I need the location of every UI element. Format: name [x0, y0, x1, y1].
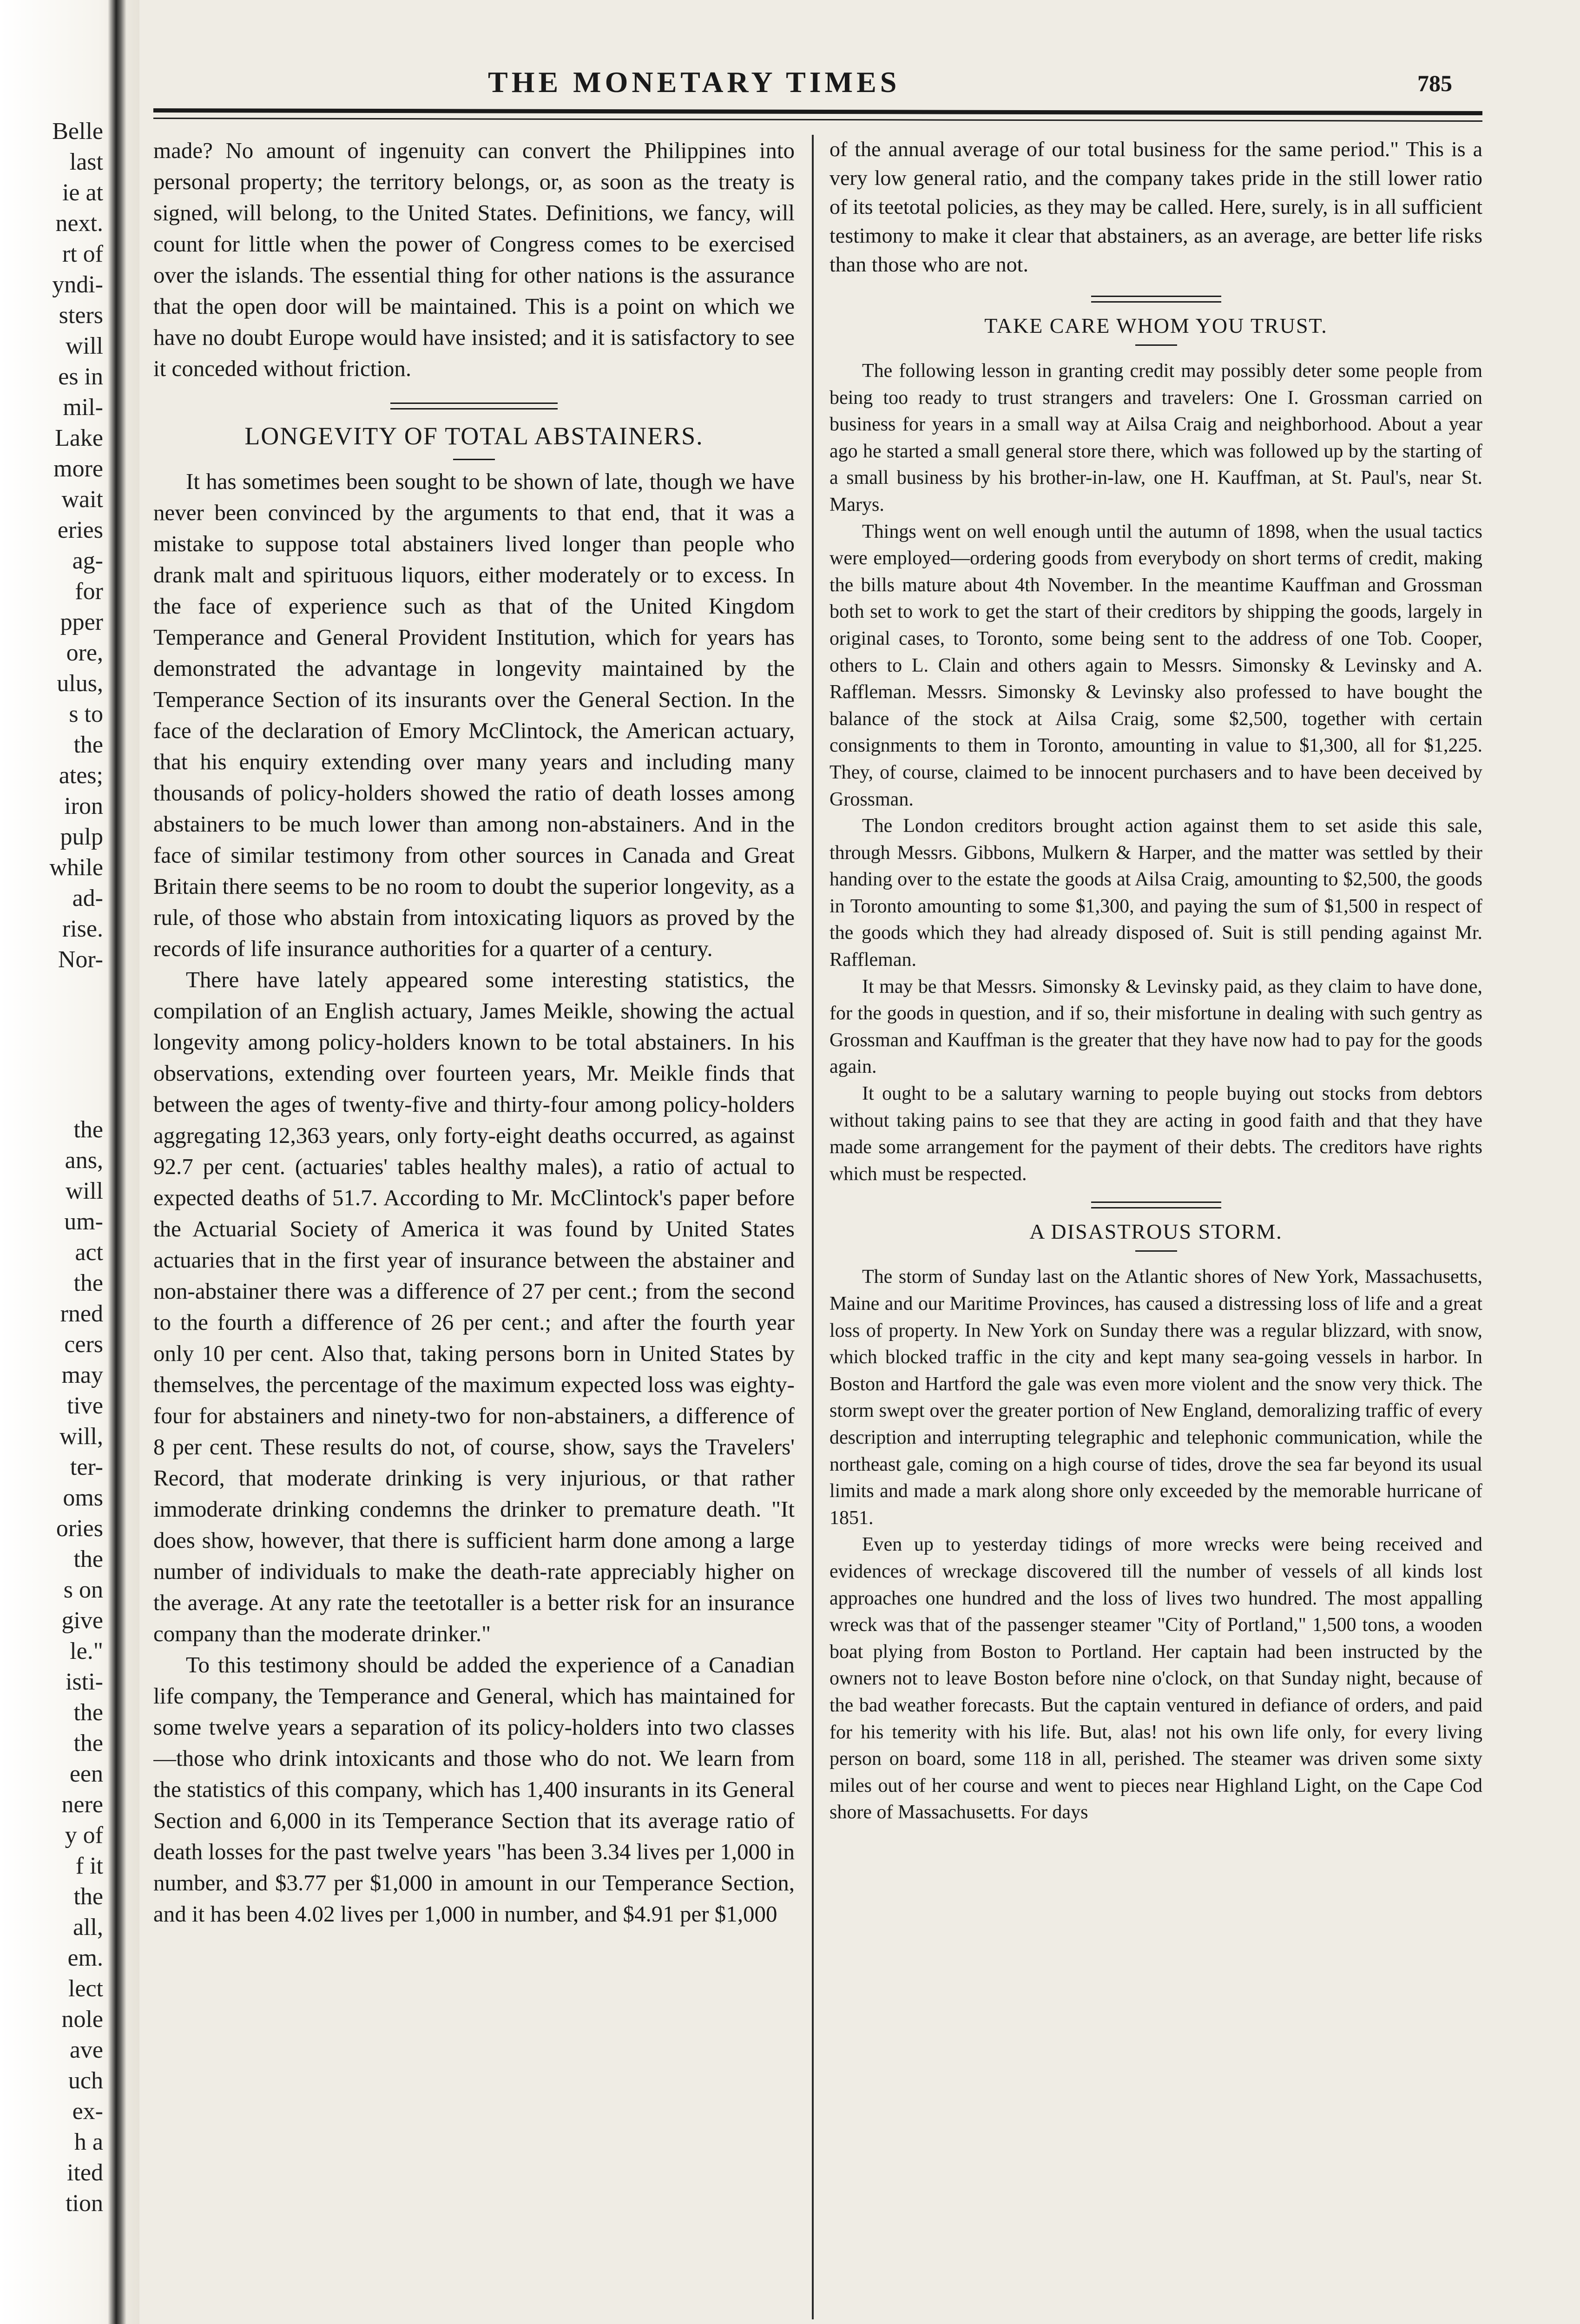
previous-page-fragment: while: [49, 854, 103, 881]
article-heading-trust: TAKE CARE WHOM YOU TRUST.: [984, 314, 1328, 337]
article-paragraph: It ought to be a salutary warning to people buying out stocks from debtors without taking pains to see that they are acting in good faith and that they have made some arrangement for the payment of their debts. The creditors have rights which must be respected.: [830, 1083, 1482, 1185]
previous-page-fragment: rise.: [62, 916, 103, 942]
left-column: [153, 135, 795, 2324]
previous-page-fragment: oms: [63, 1485, 103, 1511]
previous-page-fragment: ans,: [65, 1147, 103, 1174]
previous-page-fragment: nole: [61, 2006, 103, 2033]
page-number: 785: [1417, 70, 1452, 96]
previous-page-fragment: ates;: [59, 762, 103, 789]
running-head-title: THE MONETARY TIMES: [488, 66, 901, 99]
previous-page-fragment: ag-: [72, 548, 103, 574]
previous-page-fragment: the: [73, 1730, 103, 1756]
previous-page-fragment: pulp: [60, 824, 103, 850]
article-paragraph: To this testimony should be added the experience of a Canadian life company, the Temperance and General, which has maintained for some twelve years a separation of its policy-holders into two classes—those who drink intoxicants and those who do not. We learn from the statistics of this company, which has 1,400 insurants in its General Section and 6,000 in its Temperance Section that its average ratio of death losses for the past twelve years "has been 3.34 lives per 1,000 in number, and $3.77 per $1,000 in amount in our Temperance Section, and it has been 4.02 lives per 1,000 in number, and $4.91 per $1,000: [153, 1652, 795, 1927]
book-gutter-shadow: [108, 0, 126, 2324]
previous-page-fragment: isti-: [66, 1669, 103, 1695]
previous-page-fragment: will: [66, 1178, 103, 1204]
previous-page-fragment: give: [61, 1607, 103, 1634]
section-double-rule: [1091, 296, 1221, 303]
previous-page-fragment: ie at: [62, 179, 103, 206]
previous-page-fragment: more: [53, 456, 103, 482]
previous-page-fragment: wait: [61, 486, 103, 513]
previous-page-fragment: will: [66, 333, 103, 359]
article-paragraph: It may be that Messrs. Simonsky & Levinsky paid, as they claim to have done, for the goods in question, and if so, their misfortune in dealing with such gentry as Grossman and Kauffman is the greater that they have now had to pay for the goods again.: [830, 976, 1482, 1078]
previous-page-fragment: may: [61, 1362, 103, 1388]
previous-page-fragment: f it: [75, 1853, 103, 1879]
previous-page-fragment: y of: [65, 1822, 103, 1849]
previous-page-fragment: yndi-: [52, 271, 103, 298]
previous-page-fragment: next.: [55, 210, 103, 237]
previous-page-fragment: ex-: [72, 2098, 103, 2125]
continued-paragraph: of the annual average of our total business for the same period." This is a very low general ratio, and the company takes pride in the still lower ratio of its teetotal policies, as they may be called. Here, surely, is in all sufficient testimony to make it clear that abstainers, as an average, are better life risks than those who are not.: [830, 137, 1482, 276]
previous-page-fragment: Lake: [55, 425, 103, 451]
previous-page-fragment: last: [69, 149, 103, 175]
article-paragraph: The London creditors brought action against them to set aside this sale, through Messrs. Gibbons, Mulkern & Harper, and the matter was settled by their handing over to the estate the goods at Ailsa Craig, amounting to $2,500, the goods in Toronto amounting to some $1,300, and paying the sum of $1,500 in respect of the goods which they had already disposed of. Suit is still pending against Mr. Raffleman.: [830, 815, 1482, 971]
previous-page-fragment: le.": [70, 1638, 103, 1664]
previous-page-fragment: the: [73, 1270, 103, 1296]
article-heading-longevity: LONGEVITY OF TOTAL ABSTAINERS.: [244, 422, 704, 450]
article-heading-storm: A DISASTROUS STORM.: [1029, 1220, 1283, 1244]
previous-page-fragment: the: [73, 1883, 103, 1910]
previous-page-fragment: ories: [56, 1515, 103, 1542]
previous-page-fragment: eries: [57, 517, 103, 543]
previous-page-fragment: iron: [64, 793, 103, 819]
article-paragraph: There have lately appeared some interesting statistics, the compilation of an English actuary, James Meikle, showing the actual longevity among policy-holders known to be total abstainers. In his observations, extending over fourteen years, Mr. Meikle finds that between the ages of twenty-five and thirty-four among policy-holders aggregating 12,363 years, only forty-eight deaths occurred, as against 92.7 per cent. (actuaries' tables healthy males), a ratio of actual to expected deaths of 51.7. According to Mr. McClintock's paper before the Actuarial Society of America it was found by United States actuaries that in the first year of insurance between the abstainer and non-abstainer there was a difference of 27 per cent.; from the second to the fourth a difference of 26 per cent.; and after the fourth year only 10 per cent. Also that, taking persons born in United States by themselves, the percentage of the maximum expected loss was eighty-four for abstainers and ninety-two for non-abstainers, a difference of 8 per cent. These results do not, of course, show, says the Travelers' Record, that moderate drinking is very injurious, or that rather immoderate drinking condemns the drinker to premature death. "It does show, however, that there is sufficient harm done among a large number of individuals to make the death-rate appreciably higher on the average. At any rate the teetotaller is a better risk for an insurance company than the moderate drinker.": [153, 967, 795, 1646]
previous-page-fragment: ore,: [66, 640, 103, 666]
previous-page-fragment: um-: [64, 1208, 103, 1235]
previous-page-fragment: ulus,: [57, 670, 103, 697]
previous-page-fragment: all,: [73, 1914, 103, 1941]
previous-page-column-fragments: [0, 116, 103, 2324]
previous-page-fragment: ited: [67, 2159, 103, 2186]
previous-page-fragment: tive: [67, 1393, 103, 1419]
previous-page-fragment: sters: [59, 302, 103, 329]
section-double-rule: [1091, 1202, 1221, 1208]
previous-page-fragment: s to: [69, 701, 103, 727]
previous-page-fragment: mil-: [63, 394, 103, 421]
previous-page-fragment: lect: [68, 1975, 103, 2002]
continued-paragraph: made? No amount of ingenuity can convert the Philippines into personal property; the territory belongs, or, as soon as the treaty is signed, will belong, to the United States. Definitions, we fancy, will count for little when the power of Congress comes to be exercised over the islands. The essential thing for other nations is the assurance that the open door will be maintained. This is a point on which we have no doubt Europe would have insisted; and it is satisfactory to see it conceded without friction.: [153, 138, 795, 381]
previous-page-fragment: een: [69, 1761, 103, 1787]
previous-page-fragment: ad-: [72, 885, 103, 911]
header-rule: [153, 108, 1482, 115]
article-paragraph: Even up to yesterday tidings of more wrecks were being received and evidences of wreckage discovered till the number of vessels of all kinds lost approaches one hundred and the loss of lives two hundred. The most appalling wreck was that of the passenger steamer "City of Portland," 1,500 tons, a wooden boat plying from Boston to Portland. Her captain had been instructed by the owners not to leave Boston before nine o'clock, on that Sunday night, because of the bad weather forecasts. But the captain ventured in defiance of orders, and paid for his temerity with his life. But, alas! not his own life only, for every living person on board, some 118 in all, perished. The steamer was driven some sixty miles out of her course and went to pieces near Highland Light, on the Cape Cod shore of Massachusetts. For days: [830, 1534, 1482, 1823]
previous-page-fragment: s on: [63, 1577, 103, 1603]
column-divider: [812, 135, 814, 2319]
section-double-rule: [390, 403, 558, 409]
article-paragraph: Things went on well enough until the autumn of 1898, when the usual tactics were employed—ordering goods from everybody on short terms of credit, making the bills mature about 4th November. In the meantime Kauffman and Grossman both set to work to get the start of their creditors by shipping the goods, largely in original cases, to Toronto, some being sent to the address of one Tob. Cooper, others to L. Clain and others again to Messrs. Simonsky & Levinsky and A. Raffleman. Messrs. Simonsky & Levinsky also professed to have bought the balance of the stock at Ailsa Craig, some $2,500, together with certain consignments to them in Toronto, amounting in value to $1,300, all for $1,225. They, of course, claimed to be innocent purchasers and to have been deceived by Grossman.: [830, 521, 1482, 810]
previous-page-fragment: the: [73, 1546, 103, 1572]
previous-page-fragment: rt of: [62, 241, 103, 267]
previous-page-fragment: uch: [68, 2067, 103, 2094]
previous-page-fragment: cers: [64, 1331, 103, 1358]
previous-page-fragment: tion: [66, 2190, 103, 2217]
previous-page-fragment: ave: [69, 2037, 103, 2063]
previous-page-fragment: ter-: [70, 1454, 103, 1480]
right-column: [830, 135, 1482, 2324]
previous-page-fragment: the: [73, 1116, 103, 1143]
previous-page-fragment: rned: [60, 1301, 103, 1327]
previous-page-fragment: h a: [74, 2129, 103, 2155]
article-paragraph: The following lesson in granting credit may possibly deter some people from being too ready to trust strangers and travelers: One I. Grossman carried on business for years in a small way at Ailsa Craig and neighborhood. About a year ago he started a small general store there, which was followed up by the starting of a small business by his brother-in-law, one H. Kauffman, at St. Paul's, near St. Marys.: [830, 360, 1482, 515]
previous-page-fragment: es in: [58, 363, 103, 390]
header-rule-thin: [153, 118, 1482, 122]
previous-page-fragment: act: [75, 1239, 103, 1266]
previous-page-fragment: nere: [61, 1791, 103, 1818]
previous-page-fragment: will,: [59, 1423, 103, 1450]
article-paragraph: It has sometimes been sought to be shown of late, though we have never been convinced by the arguments to that end, that it was a mistake to suppose total abstainers lived longer than people who drank malt and spirituous liquors, either moderately or to excess. In the face of experience such as that of the United Kingdom Temperance and General Provident Institution, which for years has demonstrated the advantage in longevity maintained by the Temperance Section of its insurants over the General Section. In the face of the declaration of Emory McClintock, the American actuary, that his enquiry extending over many years and including many thousands of policy-holders showed the ratio of death losses among abstainers to be much lower than among non-abstainers. And in the face of similar testimony from other sources in Canada and Great Britain there seems to be no room to doubt the superior longevity, as a rule, of those who abstain from intoxicating liquors as proved by the records of life insurance authorities for a quarter of a century.: [153, 469, 795, 961]
previous-page-fragment: for: [75, 578, 103, 605]
previous-page-fragment: em.: [67, 1945, 103, 1971]
previous-page-fragment: pper: [60, 609, 103, 635]
previous-page-gap: [0, 975, 103, 1115]
previous-page-fragment: the: [73, 732, 103, 758]
previous-page-fragment: the: [73, 1699, 103, 1726]
previous-page-fragment: Nor-: [58, 946, 103, 973]
article-paragraph: The storm of Sunday last on the Atlantic shores of New York, Massachusetts, Maine and our Maritime Provinces, has caused a distressing loss of life and a great loss of property. In New York on Sunday there was a regular blizzard, with snow, which blocked traffic in the city and kept many sea-going vessels in harbor. In Boston and Hartford the gale was even more violent and the snow very thick. The storm swept over the greater portion of New England, demoralizing traffic of every description and interrupting telegraphic and telephonic communication, while the northeast gale, coming on a high course of tides, drove the sea far beyond its usual limits and made a mark along shore only exceeded by the memorable hurricane of 1851.: [830, 1266, 1482, 1529]
previous-page-fragment: Belle: [52, 118, 103, 145]
